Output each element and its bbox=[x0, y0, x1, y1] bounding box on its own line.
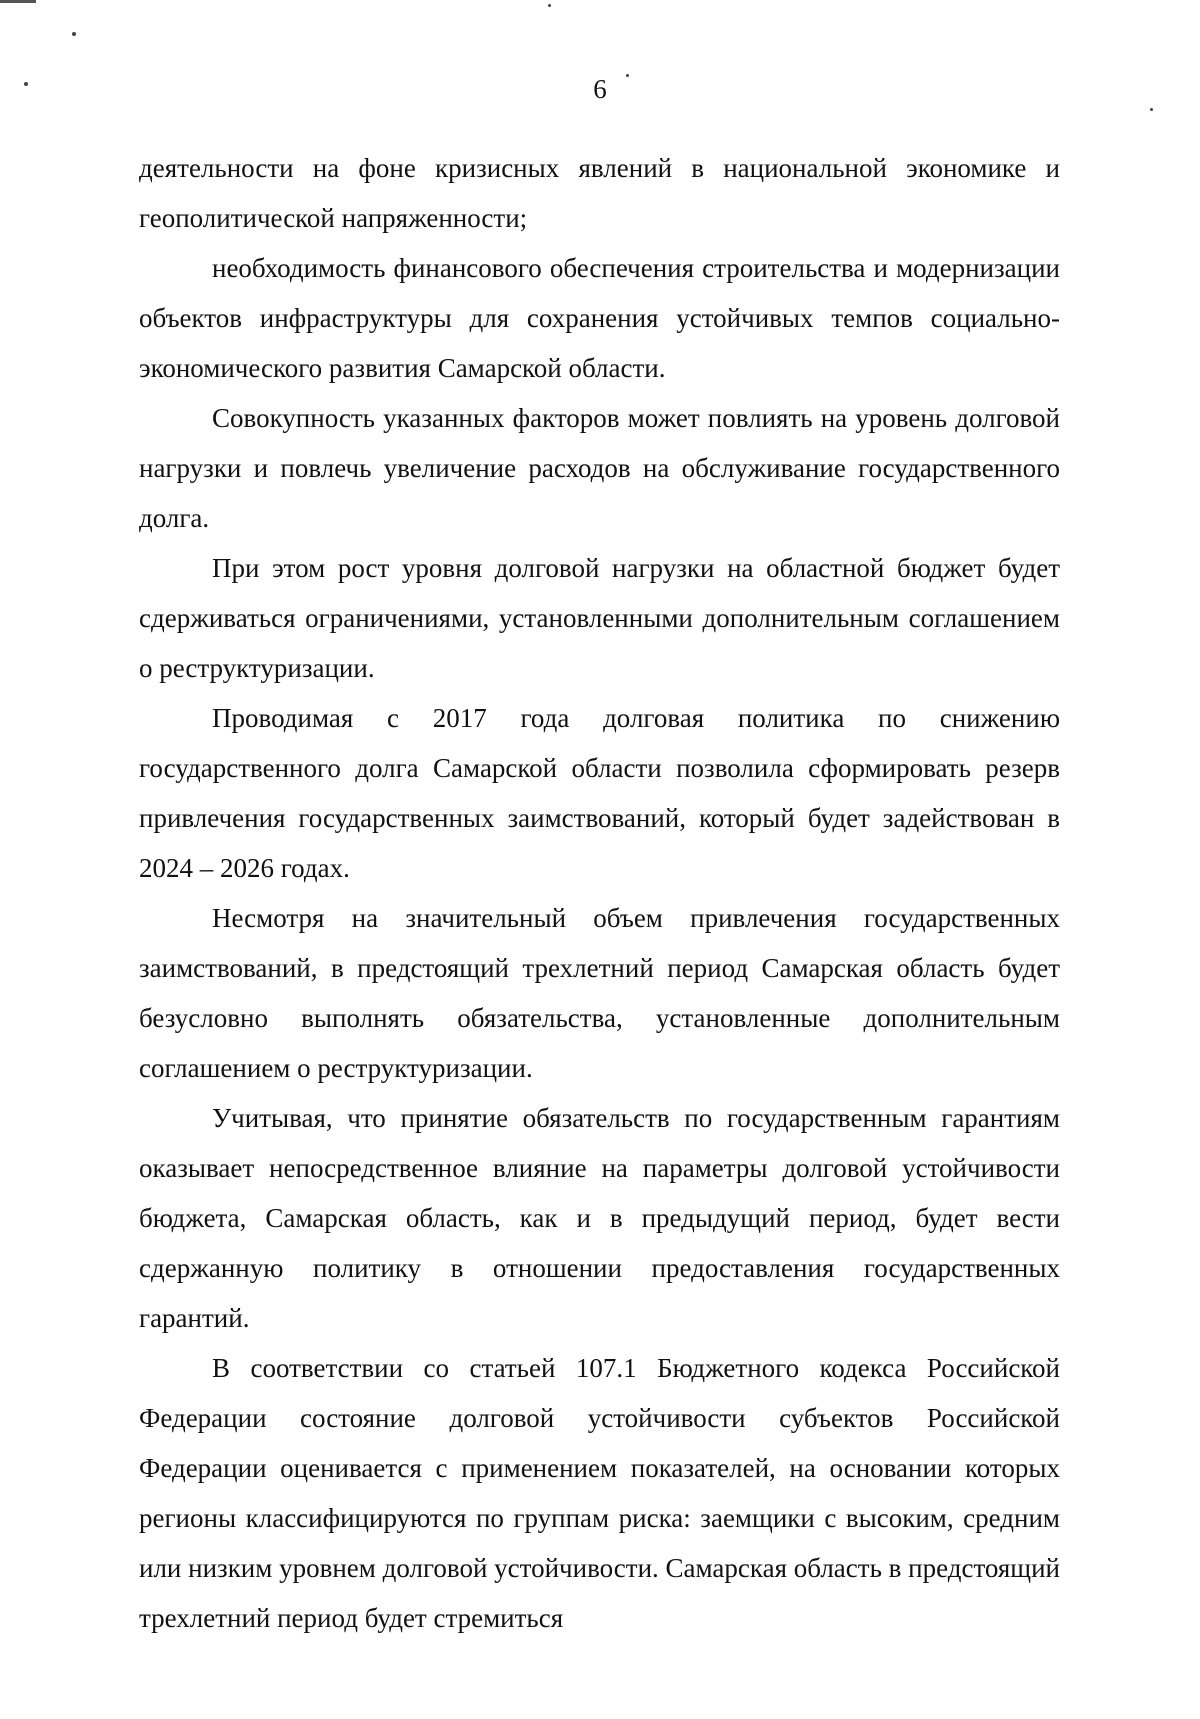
document-body bbox=[139, 143, 1060, 1643]
scan-speck bbox=[548, 4, 551, 7]
scan-edge-mark bbox=[0, 0, 36, 3]
paragraph: При этом рост уровня долговой нагрузки на областной бюджет будет сдерживаться ограничениями, установленными дополнительным соглашением о реструктуризации. bbox=[139, 553, 1060, 683]
paragraph: необходимость финансового обеспечения строительства и модернизации объектов инфраструктуры для сохранения устойчивых темпов социально-экономического развития Самарской области. bbox=[139, 253, 1060, 383]
paragraph: Совокупность указанных факторов может повлиять на уровень долговой нагрузки и повлечь увеличение расходов на обслуживание государственного долга. bbox=[139, 403, 1060, 533]
paragraph: Несмотря на значительный объем привлечения государственных заимствований, в предстоящий трехлетний период Самарская область будет безусловно выполнять обязательства, установленные дополнительным соглашением о реструктуризации. bbox=[139, 903, 1060, 1083]
paragraph: В соответствии со статьей 107.1 Бюджетного кодекса Российской Федерации состояние долговой устойчивости субъектов Российской Федерации оценивается с применением показателей, на основании которых регионы классифицируются по группам риска: заемщики с высоким, средним или низким уровнем долговой устойчивости. Самарская область в предстоящий трехлетний период будет стремиться bbox=[139, 1353, 1060, 1633]
scan-speck bbox=[1150, 108, 1153, 111]
page-number: 6 bbox=[593, 74, 607, 104]
scan-speck bbox=[72, 32, 76, 36]
paragraph: Учитывая, что принятие обязательств по государственным гарантиям оказывает непосредственное влияние на параметры долговой устойчивости бюджета, Самарская область, как и в предыдущий период, будет вести сдержанную политику в отношении предоставления государственных гарантий. bbox=[139, 1103, 1060, 1333]
paragraph: Проводимая с 2017 года долговая политика по снижению государственного долга Самарской области позволила сформировать резерв привлечения государственных заимствований, который будет задействован в 2024 – 2026 годах. bbox=[139, 703, 1060, 883]
paragraph: деятельности на фоне кризисных явлений в национальной экономике и геополитической напряженности; bbox=[139, 153, 1060, 233]
